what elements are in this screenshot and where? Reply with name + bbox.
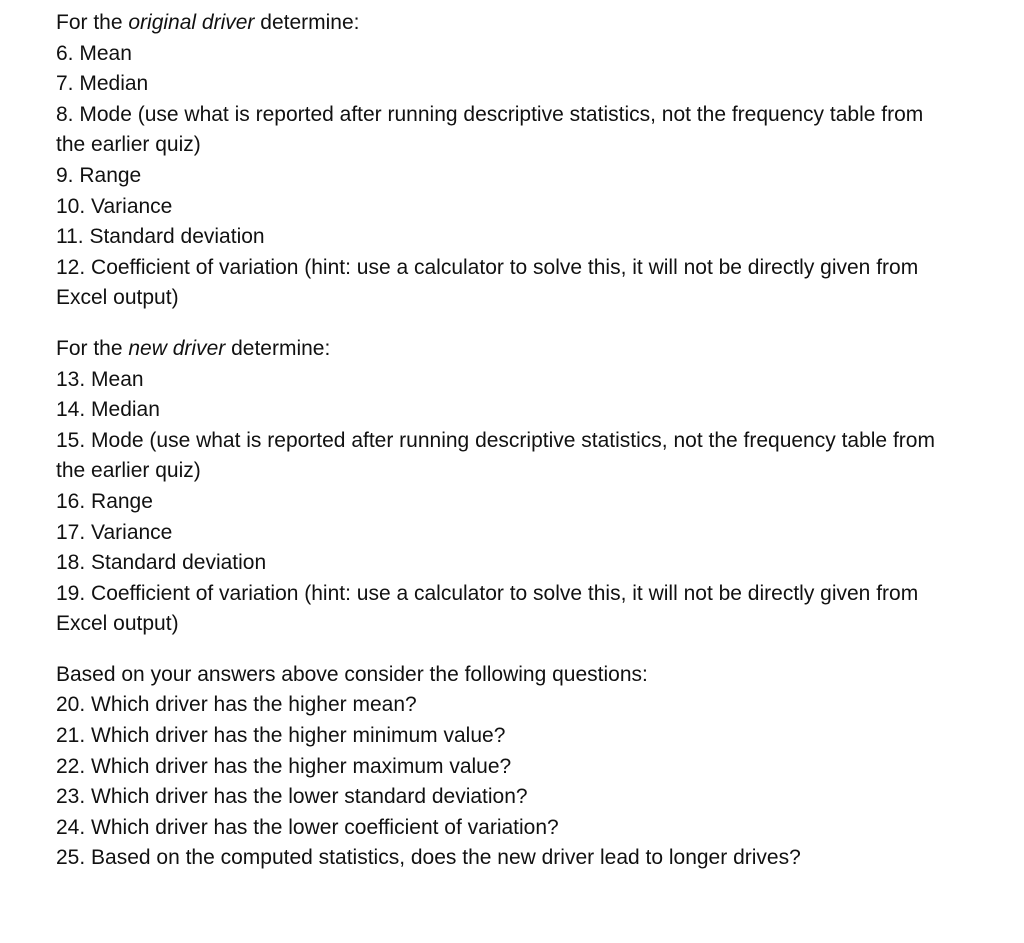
question-item: 17. Variance — [56, 520, 173, 544]
question-item: 12. Coefficient of variation (hint: use a calculator to solve this, it will not be directly given from Excel output) — [56, 255, 919, 310]
question-item: 24. Which driver has the lower coefficient of variation? — [56, 815, 559, 839]
question-item: 10. Variance — [56, 194, 173, 218]
question-item: 9. Range — [56, 163, 142, 187]
question-item: 11. Standard deviation — [56, 225, 265, 249]
section-heading — [56, 8, 956, 39]
question-item: 22. Which driver has the higher maximum value? — [56, 754, 512, 778]
question-item: 18. Standard deviation — [56, 551, 267, 575]
question-item: 19. Coefficient of variation (hint: use a calculator to solve this, it will not be directly given from Excel output) — [56, 581, 919, 636]
new-driver-section — [56, 334, 956, 640]
heading-suffix: determine: — [225, 336, 331, 360]
question-item: 23. Which driver has the lower standard deviation? — [56, 785, 528, 809]
question-item: 15. Mode (use what is reported after running descriptive statistics, not the frequency table from the earlier quiz) — [56, 428, 935, 483]
section-heading — [56, 660, 956, 691]
section-heading — [56, 334, 956, 365]
question-item: 16. Range — [56, 489, 153, 513]
question-item: 21. Which driver has the higher minimum value? — [56, 724, 506, 748]
heading-suffix: determine: — [254, 11, 360, 34]
heading-prefix: Based on your answers above consider the following questions: — [56, 662, 648, 686]
question-item: 6. Mean — [56, 41, 132, 65]
question-item: 7. Median — [56, 72, 149, 96]
question-item: 20. Which driver has the higher mean? — [56, 693, 417, 717]
original-driver-section — [56, 8, 956, 314]
question-item: 14. Median — [56, 398, 160, 422]
question-item: 25. Based on the computed statistics, does the new driver lead to longer drives? — [56, 846, 801, 870]
comparison-section — [56, 660, 956, 874]
heading-prefix: For the — [56, 11, 129, 34]
question-item: 13. Mean — [56, 367, 144, 391]
heading-prefix: For the — [56, 336, 129, 360]
document-body — [56, 8, 956, 894]
heading-emphasis: new driver — [128, 336, 226, 360]
question-item: 8. Mode (use what is reported after running descriptive statistics, not the frequency table from the earlier quiz) — [56, 102, 924, 157]
heading-emphasis: original driver — [128, 11, 255, 34]
